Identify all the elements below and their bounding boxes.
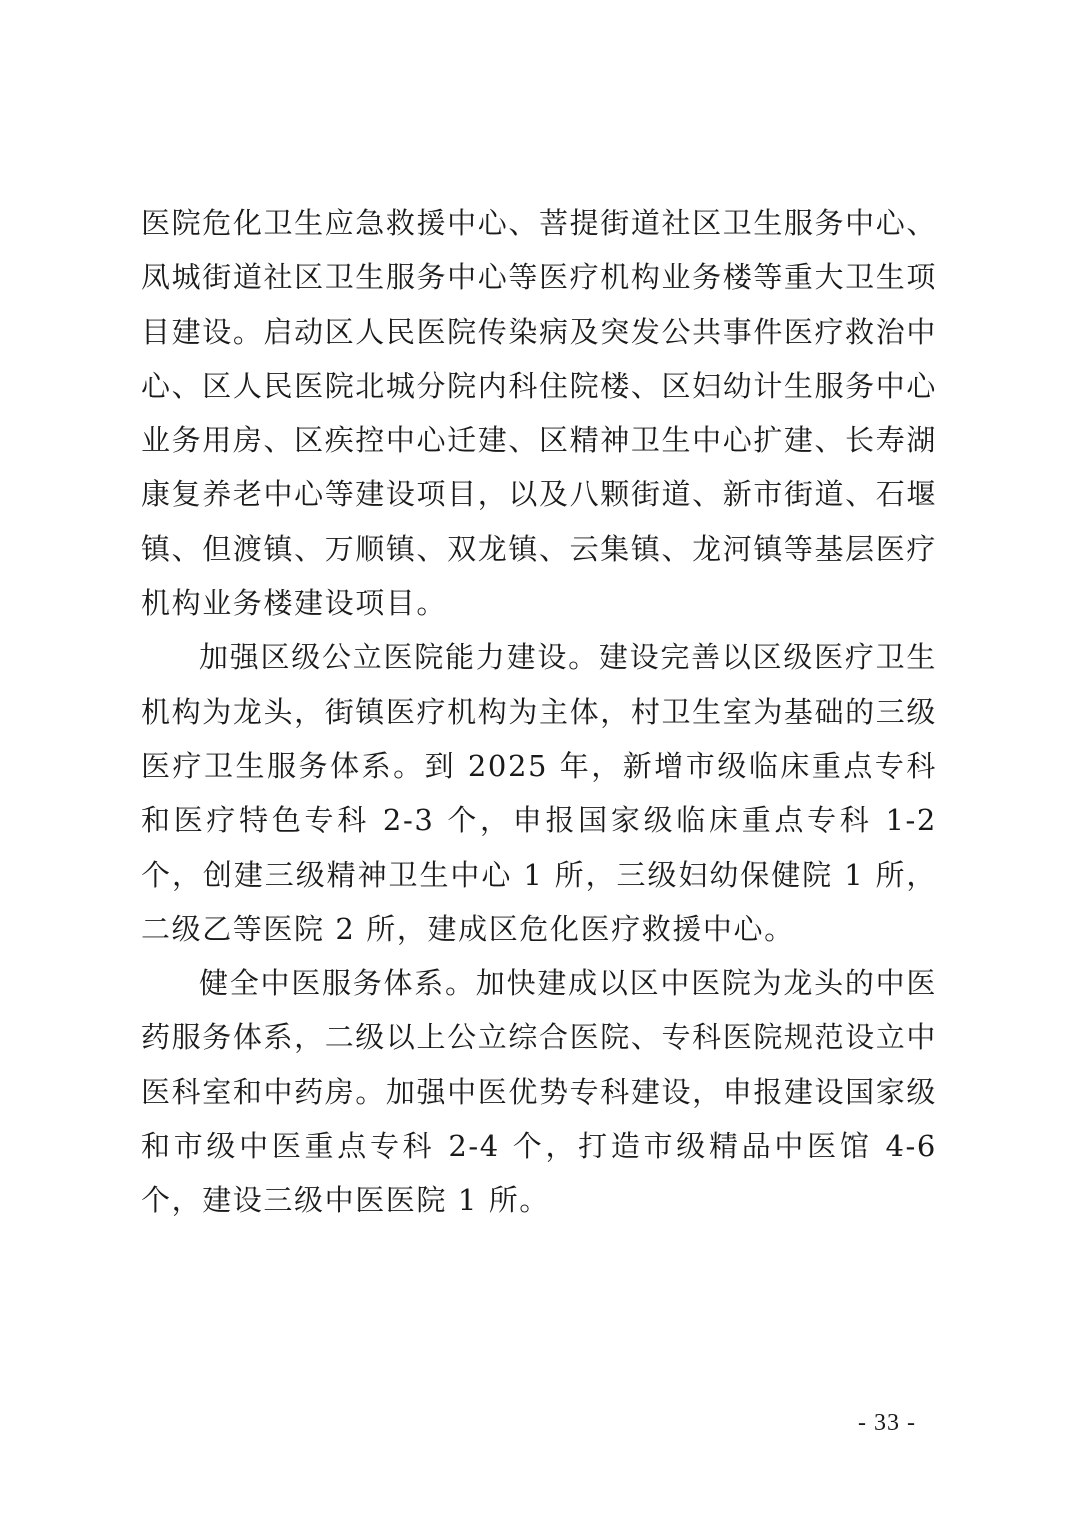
page-number: - 33 - xyxy=(858,1410,916,1436)
paragraph-public-hospital-capacity: 加强区级公立医院能力建设。建设完善以区级医疗卫生机构为龙头，街镇医疗机构为主体，村卫生室为基础的三级医疗卫生服务体系。到 2025 年，新增市级临床重点专科和医疗特色专科 2-3 个，申报国家级临床重点专科 1-2 个，创建三级精神卫生中心 1 所，三级妇幼保健院 1 所，二级乙等医院 2 所，建成区危化医疗救援中心。 xyxy=(141,640,937,946)
paragraph-tcm-service-system: 健全中医服务体系。加快建成以区中医院为龙头的中医药服务体系，二级以上公立综合医院、专科医院规范设立中医科室和中药房。加强中医优势专科建设，申报建设国家级和市级中医重点专科 2-4 个，打造市级精品中医馆 4-6 个，建设三级中医医院 1 所。 xyxy=(141,966,937,1218)
paragraph-health-projects: 医院危化卫生应急救援中心、菩提街道社区卫生服务中心、凤城街道社区卫生服务中心等医疗机构业务楼等重大卫生项目建设。启动区人民医院传染病及突发公共事件医疗救治中心、区人民医院北城分院内科住院楼、区妇幼计生服务中心业务用房、区疾控中心迁建、区精神卫生中心扩建、长寿湖康复养老中心等建设项目，以及八颗街道、新市街道、石堰镇、但渡镇、万顺镇、双龙镇、云集镇、龙河镇等基层医疗机构业务楼建设项目。 xyxy=(141,206,937,621)
body-text xyxy=(141,196,937,1228)
